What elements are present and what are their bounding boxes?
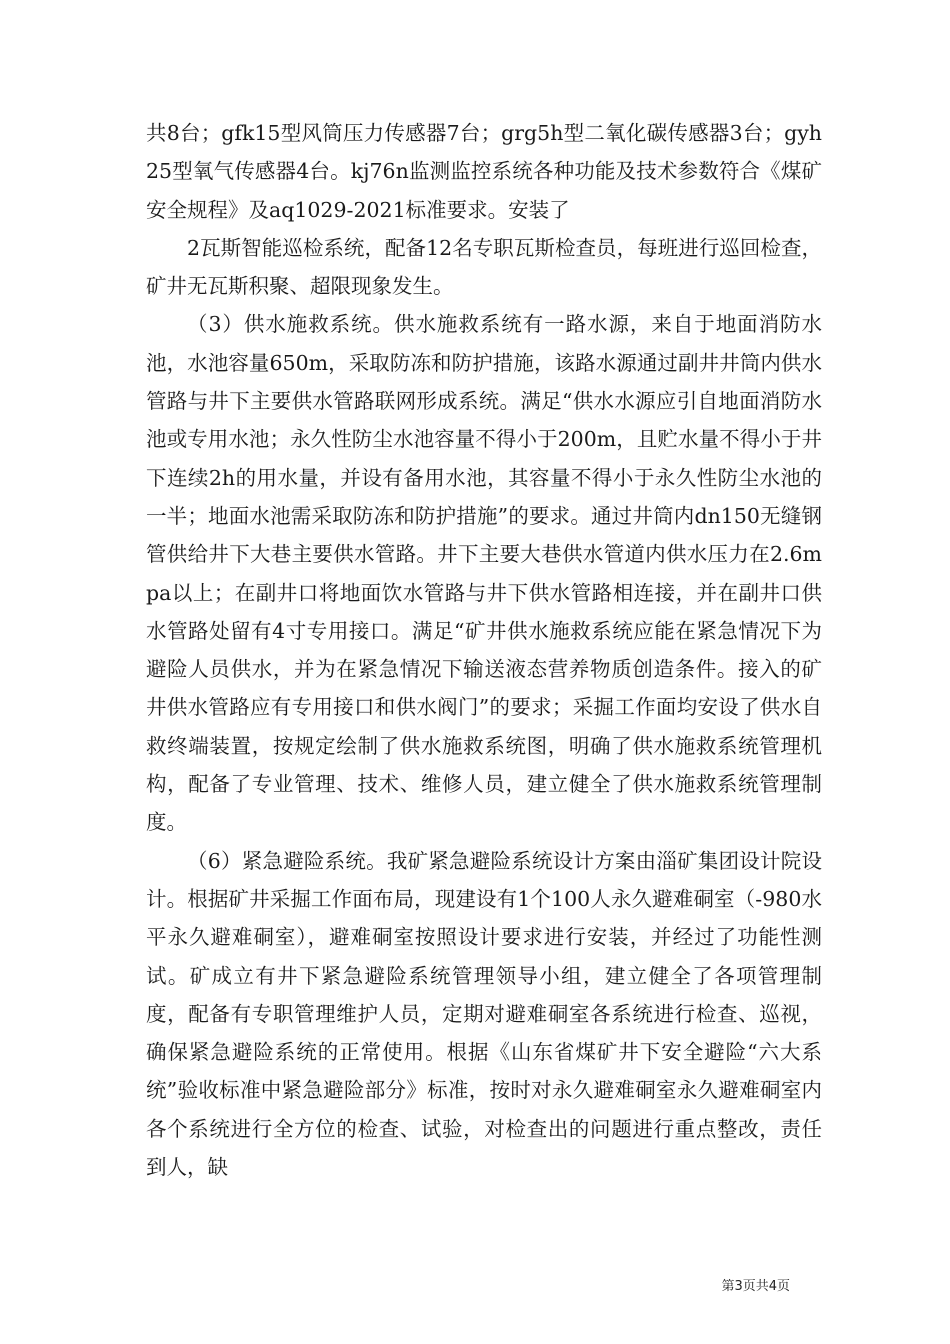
- paragraph-water-supply-rescue: （3）供水施救系统。供水施救系统有一路水源，来自于地面消防水池，水池容量650m，采取防冻和防护措施，该路水源通过副井井筒内供水管路与井下主要供水管路联网形成系统。满足“供水水源应引自地面消防水池或专用水池；永久性防尘水池容量不得小于200m，且贮水量不得小于井下连续2h的用水量，并设有备用水池，其容量不得小于永久性防尘水池的一半；地面水池需采取防冻和防护措施”的要求。通过井筒内dn150无缝钢管供给井下大巷主要供水管路。井下主要大巷供水管道内供水压力在2.6mpa以上；在副井口将地面饮水管路与井下供水管路相连接，并在副井口供水管路处留有4寸专用接口。满足“矿井供水施救系统应能在紧急情况下为避险人员供水，并为在紧急情况下输送液态营养物质创造条件。接入的矿井供水管路应有专用接口和供水阀门”的要求；采掘工作面均安设了供水自救终端装置，按规定绘制了供水施救系统图，明确了供水施救系统管理机构，配备了专业管理、技术、维修人员，建立健全了供水施救系统管理制度。: [146, 312, 822, 835]
- document-body: [146, 114, 822, 1186]
- page-number: 第3页共4页: [721, 1279, 790, 1294]
- paragraph-gas-inspection: 2瓦斯智能巡检系统，配备12名专职瓦斯检查员，每班进行巡回检查，矿井无瓦斯积聚、超限现象发生。: [146, 235, 822, 299]
- paragraph-sensors: 共8台；gfk15型风筒压力传感器7台；grg5h型二氧化碳传感器3台；gyh25型氧气传感器4台。kj76n监测监控系统各种功能及技术参数符合《煤矿安全规程》及aq1029-2021标准要求。安装了: [146, 121, 822, 222]
- paragraph-emergency-refuge: （6）紧急避险系统。我矿紧急避险系统设计方案由淄矿集团设计院设计。根据矿井采掘工作面布局，现建设有1个100人永久避难硐室（-980水平永久避难硐室），避难硐室按照设计要求进行安装，并经过了功能性测试。矿成立有井下紧急避险系统管理领导小组，建立健全了各项管理制度，配备有专职管理维护人员，定期对避难硐室各系统进行检查、巡视，确保紧急避险系统的正常使用。根据《山东省煤矿井下安全避险“六大系统”验收标准中紧急避险部分》标准，按时对永久避难硐室永久避难硐室内各个系统进行全方位的检查、试验，对检查出的问题进行重点整改，责任到人，缺: [146, 848, 822, 1180]
